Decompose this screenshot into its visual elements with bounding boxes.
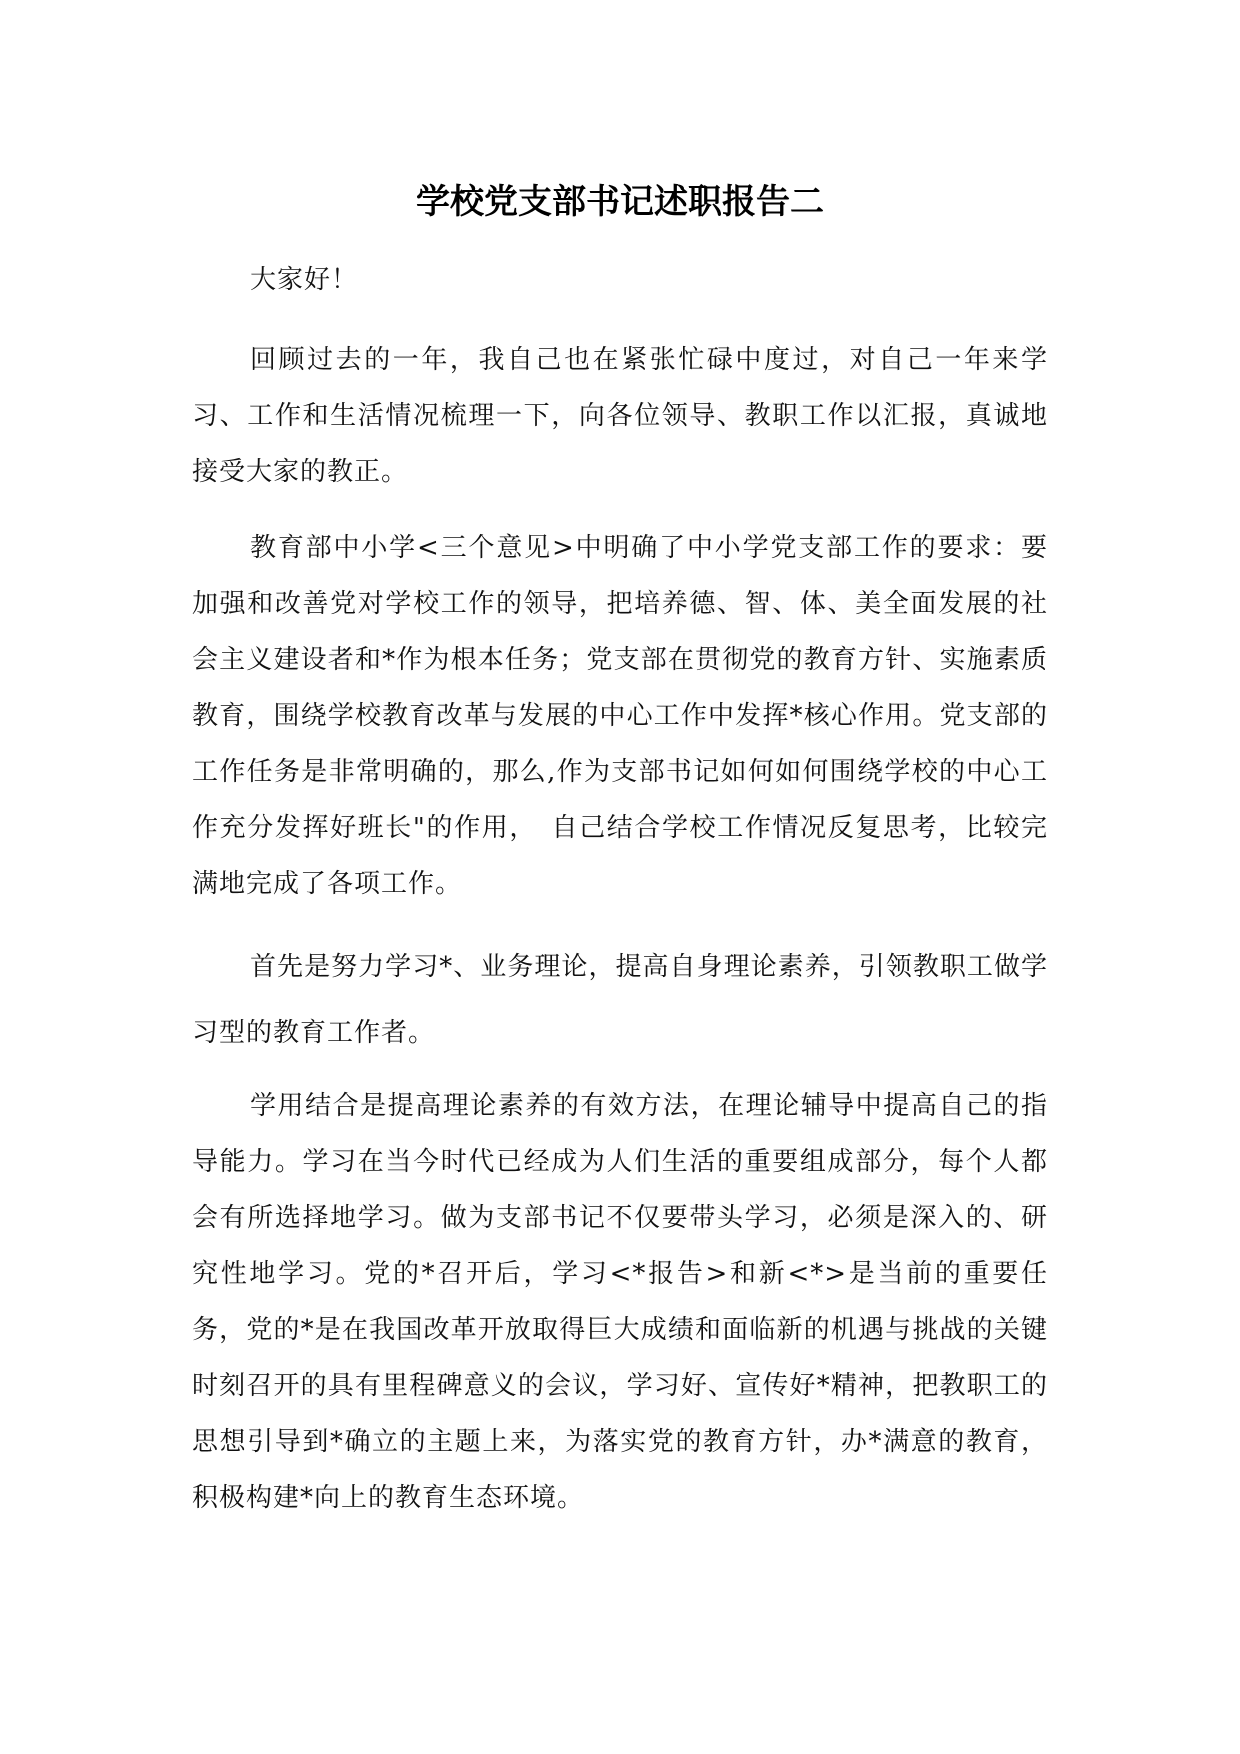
paragraph-study-method: 学用结合是提高理论素养的有效方法，在理论辅导中提高自己的指导能力。学习在当今时代已经成为人们生活的重要组成部分，每个人都会有所选择地学习。做为支部书记不仅要带头学习，必须是深入的、研究性地学习。党的*召开后，学习<*报告>和新<*>是当前的重要任务，党的*是在我国改革开放取得巨大成绩和面临新的机遇与挑战的关键时刻召开的具有里程碑意义的会议，学习好、宣传好*精神，把教职工的思想引导到*确立的主题上来，为落实党的教育方针，办*满意的教育，积极构建*向上的教育生态环境。: [192, 1091, 1048, 1513]
document-title: 学校党支部书记述职报告二: [416, 182, 824, 222]
paragraph-requirements: 教育部中小学<三个意见>中明确了中小学党支部工作的要求：要加强和改善党对学校工作的领导，把培养德、智、体、美全面发展的社会主义建设者和*作为根本任务；党支部在贯彻党的教育方针、实施素质教育，围绕学校教育改革与发展的中心工作中发挥*核心作用。党支部的工作任务是非常明确的，那么,作为支部书记如何如何围绕学校的中心工作充分发挥好班长"的作用， 自己结合学校工作情况反复思考，比较完满地完成了各项工作。: [192, 533, 1048, 899]
paragraph-review: 回顾过去的一年，我自己也在紧张忙碌中度过，对自己一年来学习、工作和生活情况梳理一下，向各位领导、教职工作以汇报，真诚地接受大家的教正。: [192, 345, 1048, 487]
paragraph-greeting: 大家好！: [250, 265, 359, 295]
document-body: [192, 252, 1048, 1548]
paragraph-study-first: 首先是努力学习*、业务理论，提高自身理论素养，引领教职工做学习型的教育工作者。: [192, 952, 1048, 1048]
